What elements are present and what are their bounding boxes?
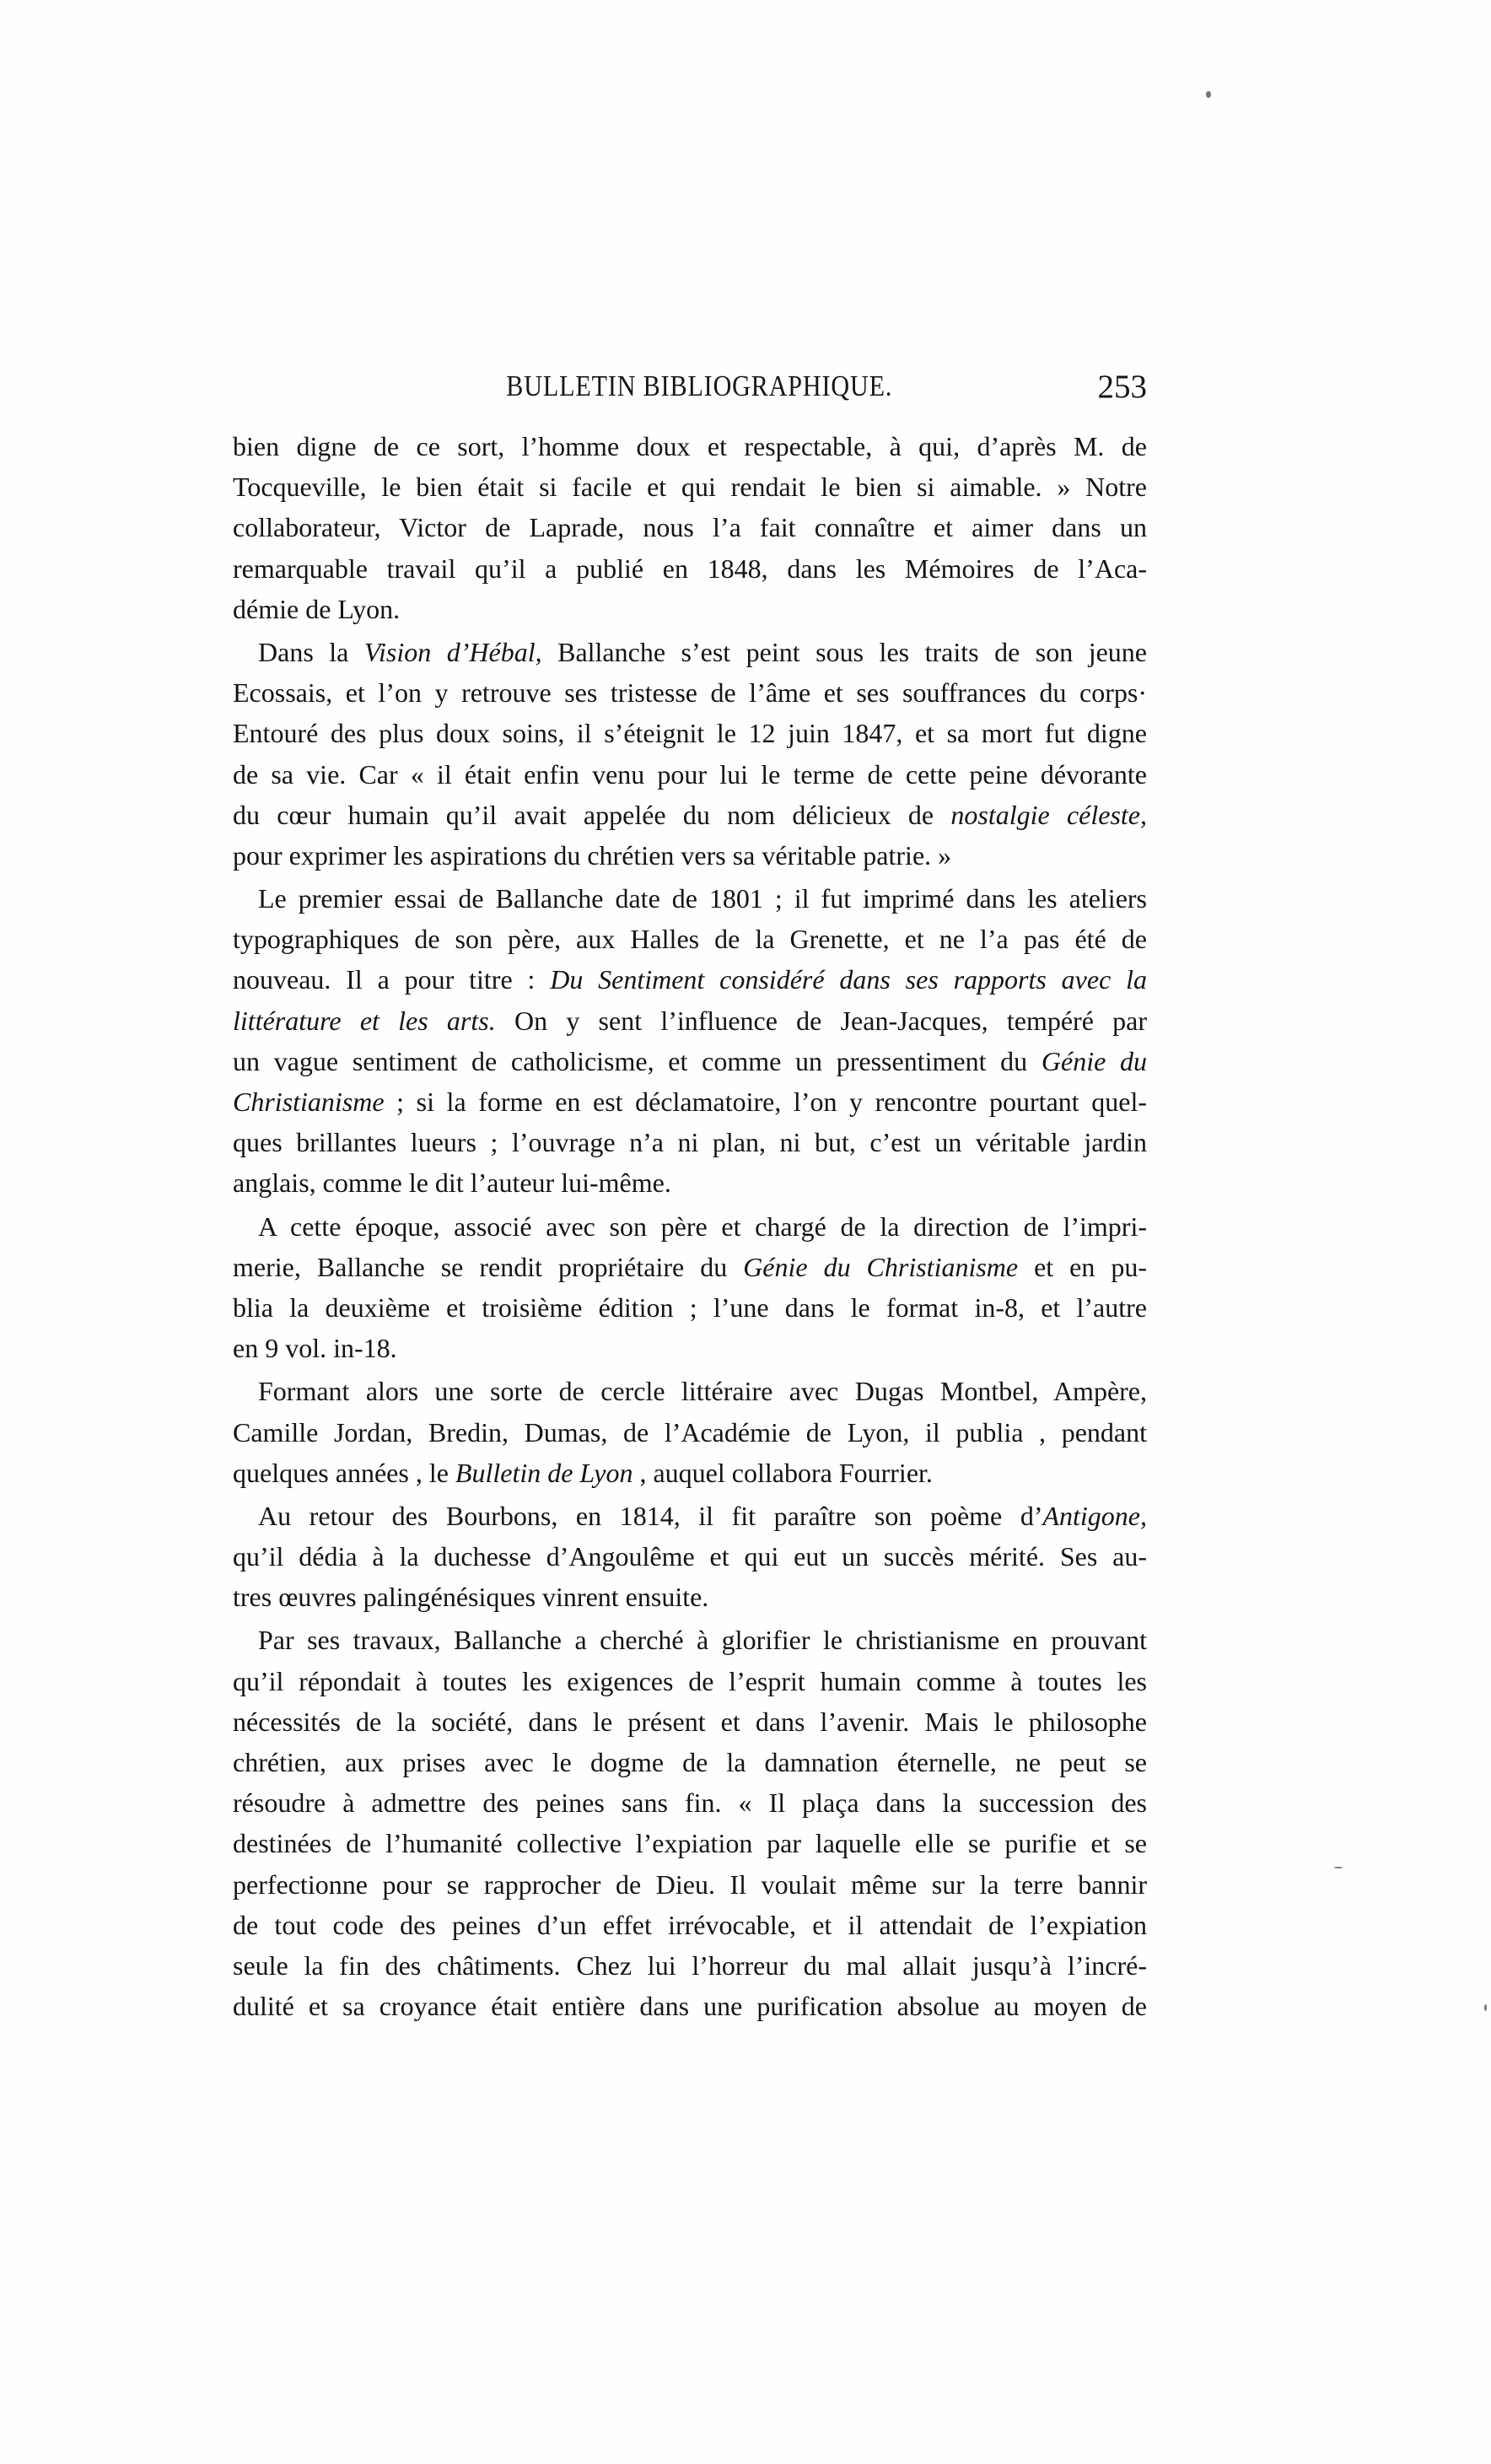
italic-title: Vision d’Hébal,: [363, 636, 542, 667]
text-line: [233, 1081, 1147, 1122]
italic-title: Génie du Christianisme: [743, 1251, 1019, 1282]
text-run: blia la deuxième et troisième édition ; l’une dans le format in-8, et l’autre: [233, 1291, 1147, 1323]
text-run: Tocqueville, le bien était si facile et qui rendait le bien si aimable. » Notre: [233, 472, 1147, 503]
paragraph: [233, 1620, 1147, 2026]
text-line: [233, 878, 1147, 919]
text-line: [233, 1371, 1147, 1411]
text-run: On y sent l’influence de Jean-Jacques, tempéré par: [495, 1005, 1148, 1036]
text-run: Ballanche s’est peint sous les traits de son jeune: [541, 636, 1148, 667]
text-line: [233, 835, 1147, 876]
text-line: [233, 1986, 1147, 2026]
text-line: [233, 1122, 1147, 1162]
text-run: Le premier essai de Ballanche date de 1801 ; il fut imprimé dans les ateliers: [258, 883, 1147, 914]
text-line: [233, 1661, 1147, 1701]
paragraph: [233, 1206, 1147, 1369]
paragraph: [233, 426, 1147, 629]
text-line: [233, 1162, 1147, 1203]
italic-title: Génie du: [1041, 1045, 1148, 1076]
text-run: dulité et sa croyance était entière dans une purification absolue au moyen de: [233, 1991, 1147, 2022]
italic-title: nostalgie céleste,: [950, 799, 1148, 830]
text-run: pour exprimer les aspirations du chrétien vers sa véritable patrie. »: [233, 839, 952, 871]
text-line: [233, 548, 1147, 589]
italic-title: Bulletin de Lyon: [455, 1457, 633, 1488]
text-line: [233, 1864, 1147, 1905]
text-run: chrétien, aux prises avec le dogme de la damnation éternelle, ne peut se: [233, 1747, 1147, 1777]
text-line: [233, 959, 1147, 1000]
paragraph: [233, 878, 1147, 1204]
text-line: [233, 632, 1147, 672]
body-text: [233, 426, 1147, 2029]
italic-title: Du Sentiment considéré dans ses rapports avec la: [550, 964, 1148, 995]
text-line: [233, 713, 1147, 753]
text-line: [233, 1206, 1147, 1247]
text-run: tres œuvres palingénésiques vinrent ensuite.: [233, 1582, 709, 1613]
text-run: ques brillantes lueurs ; l’ouvrage n’a ni plan, ni but, c’est un véritable jardin: [233, 1127, 1147, 1158]
text-run: un vague sentiment de catholicisme, et comme un pressentiment du: [233, 1045, 1042, 1076]
page-header: [233, 369, 1147, 412]
paper-speck: [1206, 91, 1211, 98]
text-line: [233, 1247, 1147, 1287]
paper-speck: [1484, 2004, 1487, 2011]
text-line: [233, 1287, 1147, 1328]
text-run: , auquel collabora Fourrier.: [632, 1457, 933, 1488]
text-run: de sa vie. Car « il était enfin venu pour lui le terme de cette peine dévorante: [233, 758, 1147, 790]
text-run: seule la fin des châtiments. Chez lui l’horreur du mal allait jusqu’à l’incré-: [233, 1949, 1147, 1981]
text-run: et en pu-: [1018, 1251, 1148, 1282]
text-run: qu’il répondait à toutes les exigences de l’esprit humain comme à toutes les: [233, 1665, 1147, 1696]
text-run: merie, Ballanche se rendit propriétaire du: [233, 1251, 744, 1282]
text-run: Camille Jordan, Bredin, Dumas, de l’Académie de Lyon, il publia , pendant: [233, 1416, 1147, 1448]
text-line: [233, 1782, 1147, 1823]
italic-title: Christianisme: [233, 1086, 385, 1117]
text-run: A cette époque, associé avec son père et chargé de la direction de l’impri-: [258, 1210, 1147, 1242]
text-run: ; si la forme en est déclamatoire, l’on y rencontre pourtant quel-: [384, 1086, 1147, 1117]
text-run: quelques années , le: [233, 1457, 455, 1488]
text-run: bien digne de ce sort, l’homme doux et respectable, à qui, d’après M. de: [233, 431, 1147, 461]
text-run: typographiques de son père, aux Halles de la Grenette, et ne l’a pas été de: [233, 924, 1147, 955]
text-run: nouveau. Il a pour titre :: [233, 964, 551, 995]
italic-title: Antigone,: [1042, 1500, 1147, 1531]
text-line: [233, 1701, 1147, 1742]
text-line: [233, 1041, 1147, 1081]
text-line: [233, 1905, 1147, 1945]
italic-title: littérature et les arts.: [233, 1005, 496, 1036]
text-run: Par ses travaux, Ballanche a cherché à glorifier le christianisme en prouvant: [258, 1625, 1147, 1656]
text-run: nécessités de la société, dans le présent et dans l’avenir. Mais le philosophe: [233, 1706, 1147, 1737]
text-line: [233, 1328, 1147, 1368]
text-line: [233, 1412, 1147, 1453]
text-line: [233, 754, 1147, 795]
text-run: remarquable travail qu’il a publié en 1848, dans les Mémoires de l’Aca-: [233, 553, 1147, 584]
text-line: [233, 1577, 1147, 1617]
text-run: du cœur humain qu’il avait appelée du nom délicieux de: [233, 799, 951, 830]
text-run: destinées de l’humanité collective l’expiation par laquelle elle se purifie et se: [233, 1828, 1147, 1859]
paragraph: [233, 1496, 1147, 1618]
text-line: [233, 466, 1147, 507]
text-line: [233, 1496, 1147, 1536]
text-run: de tout code des peines d’un effet irrévocable, et il attendait de l’expiation: [233, 1909, 1147, 1940]
text-run: démie de Lyon.: [233, 593, 401, 624]
page-number: 253: [1097, 369, 1147, 405]
text-run: en 9 vol. in-18.: [233, 1333, 397, 1364]
text-run: Ecossais, et l’on y retrouve ses tristesse de l’âme et ses souffrances du corps·: [233, 677, 1147, 709]
text-run: Au retour des Bourbons, en 1814, il fit paraître son poème d’: [258, 1500, 1043, 1531]
text-line: [233, 589, 1147, 629]
text-line: [233, 795, 1147, 835]
text-line: [233, 1742, 1147, 1782]
text-line: [233, 1823, 1147, 1863]
text-line: [233, 1000, 1147, 1041]
text-line: [233, 919, 1147, 959]
text-run: collaborateur, Victor de Laprade, nous l’a fait connaître et aimer dans un: [233, 512, 1147, 543]
paragraph: [233, 632, 1147, 876]
running-title: BULLETIN BIBLIOGRAPHIQUE.: [506, 369, 893, 402]
text-line: [233, 672, 1147, 713]
text-line: [233, 1945, 1147, 1986]
text-line: [233, 1620, 1147, 1660]
text-run: résoudre à admettre des peines sans fin. « Il plaça dans la succession des: [233, 1787, 1147, 1819]
paper-speck: [1334, 1867, 1343, 1868]
text-run: anglais, comme le dit l’auteur lui-même.: [233, 1167, 671, 1199]
text-run: qu’il dédia à la duchesse d’Angoulême et qui eut un succès mérité. Ses au-: [233, 1541, 1147, 1572]
text-line: [233, 507, 1147, 547]
text-run: perfectionne pour se rapprocher de Dieu. Il voulait même sur la terre bannir: [233, 1868, 1147, 1900]
text-run: Formant alors une sorte de cercle littéraire avec Dugas Montbel, Ampère,: [258, 1376, 1147, 1407]
text-line: [233, 1453, 1147, 1493]
text-run: Entouré des plus doux soins, il s’éteignit le 12 juin 1847, et sa mort fut digne: [233, 718, 1147, 749]
paragraph: [233, 1371, 1147, 1493]
text-line: [233, 426, 1147, 466]
text-line: [233, 1536, 1147, 1577]
text-run: Dans la: [258, 636, 364, 667]
